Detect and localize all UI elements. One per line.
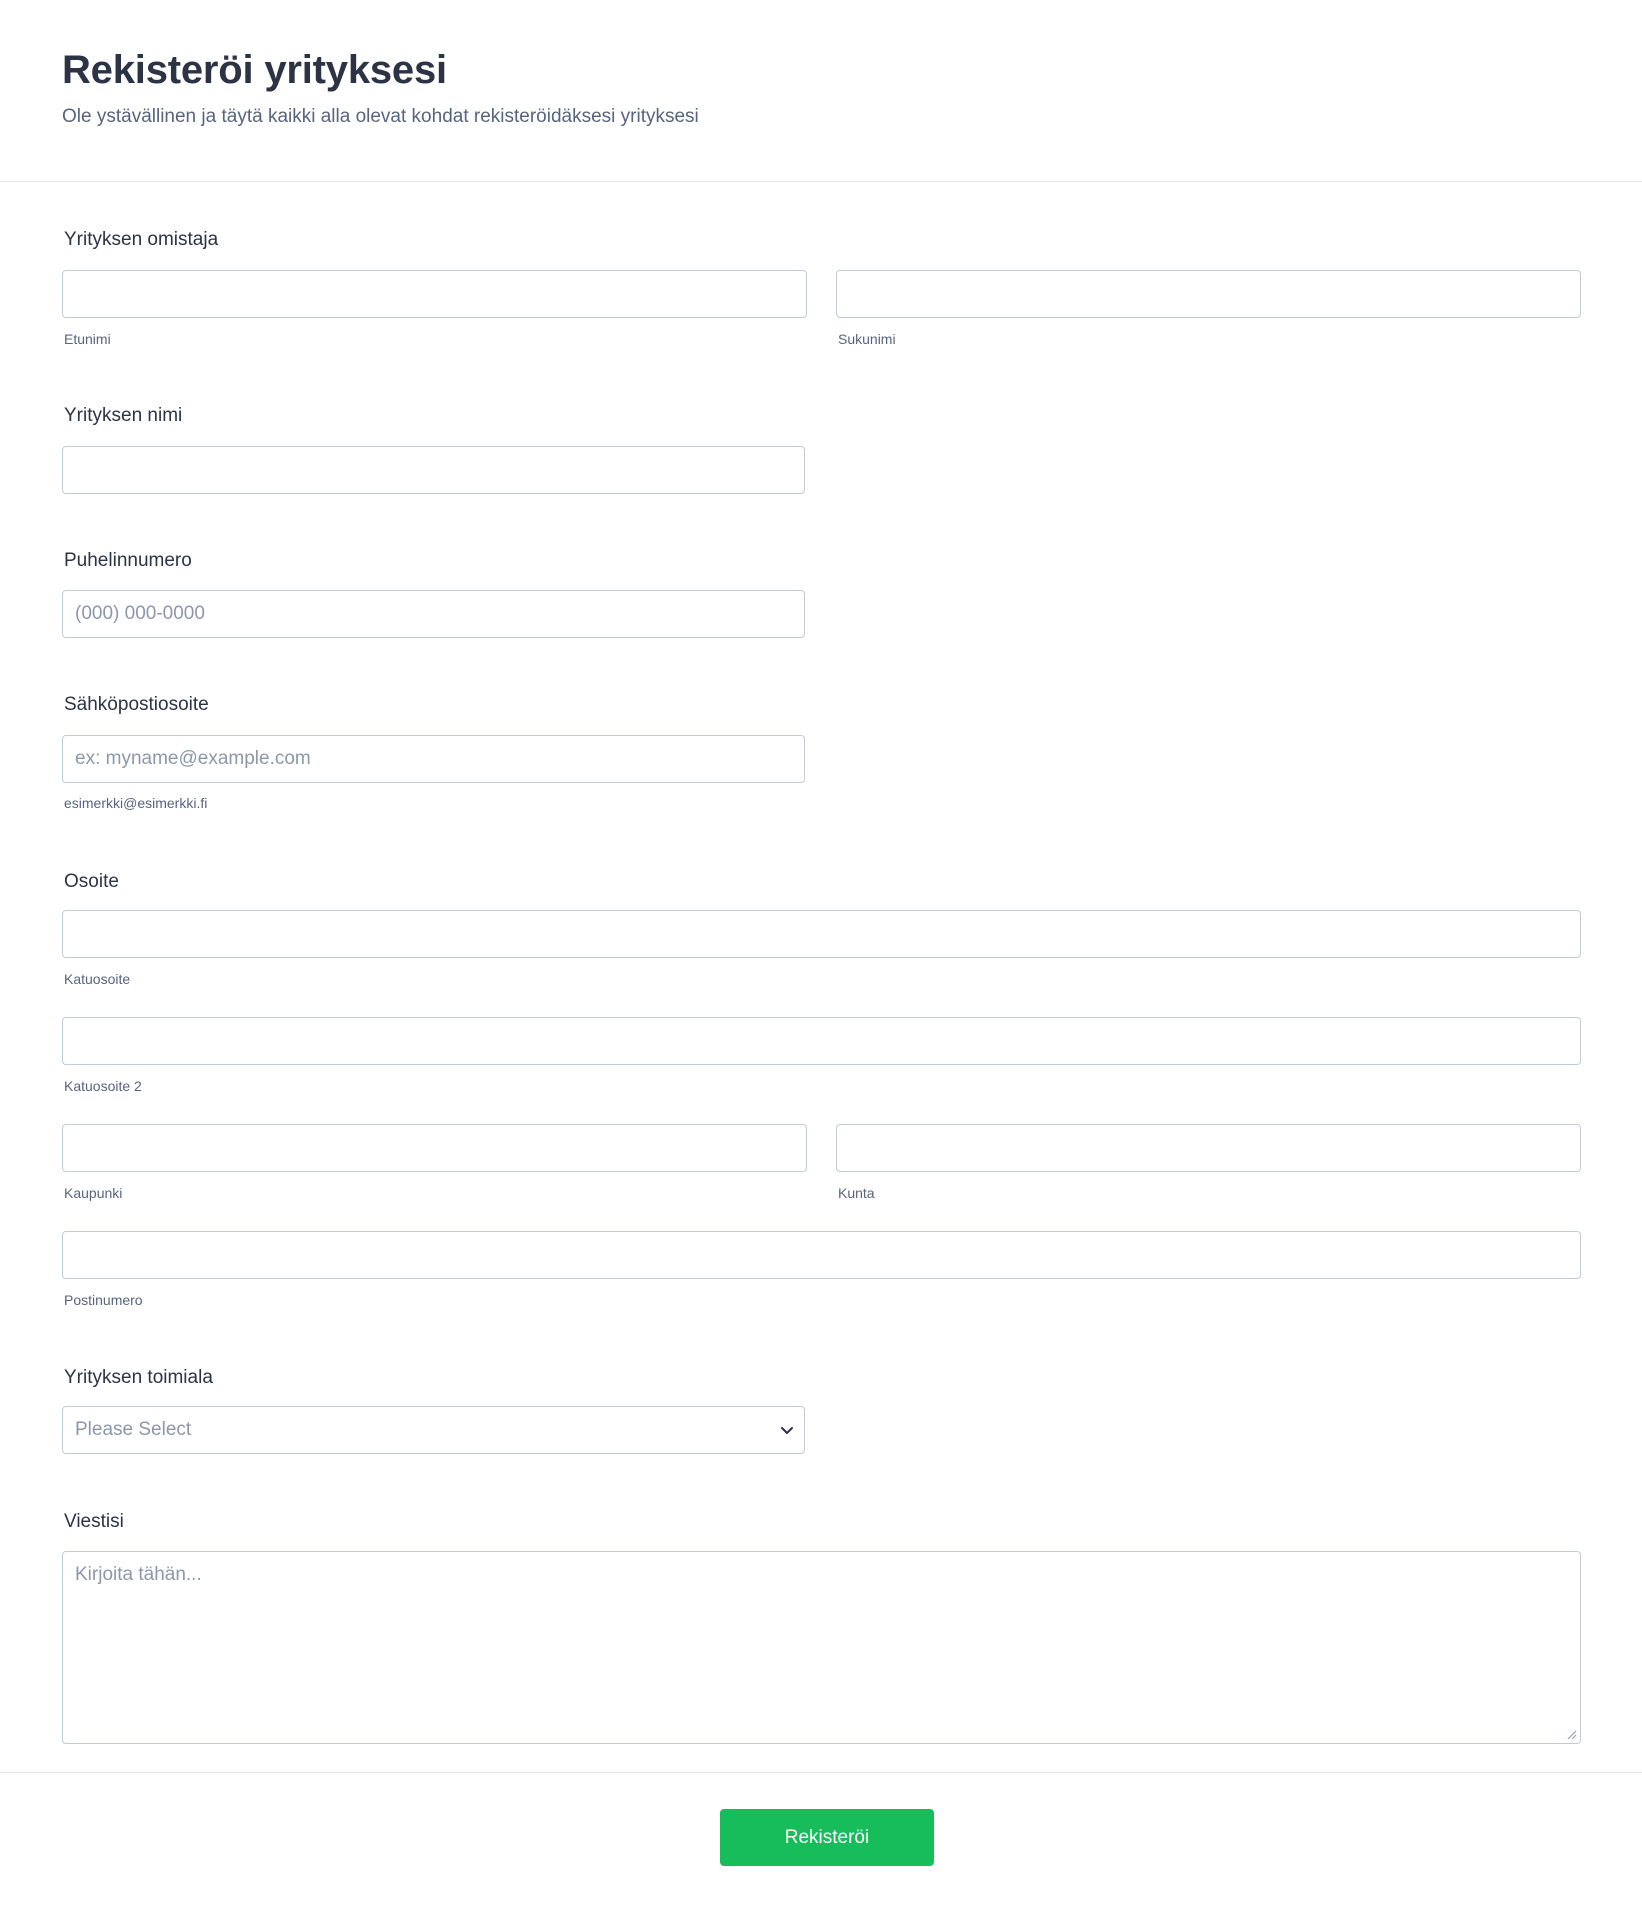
company-name-label: Yrityksen nimi — [64, 405, 183, 426]
owner-label: Yrityksen omistaja — [64, 229, 219, 250]
message-label: Viestisi — [64, 1511, 124, 1532]
postal-code-input[interactable] — [62, 1231, 1581, 1279]
industry-label: Yrityksen toimiala — [64, 1367, 213, 1388]
form-title: Rekisteröi yrityksesi — [62, 48, 447, 92]
municipality-input[interactable] — [836, 1124, 1581, 1172]
phone-label: Puhelinnumero — [64, 550, 192, 571]
first-name-sublabel: Etunimi — [64, 331, 111, 347]
industry-select[interactable] — [62, 1406, 805, 1454]
first-name-input[interactable] — [62, 270, 807, 318]
company-name-input[interactable] — [62, 446, 805, 494]
footer-divider — [0, 1772, 1642, 1773]
last-name-input[interactable] — [836, 270, 1581, 318]
street2-input[interactable] — [62, 1017, 1581, 1065]
email-sublabel: esimerkki@esimerkki.fi — [64, 795, 208, 811]
chevron-down-icon — [778, 1421, 796, 1439]
resize-grip-icon[interactable] — [1565, 1728, 1577, 1740]
email-label: Sähköpostiosoite — [64, 694, 209, 715]
form-header — [0, 0, 1642, 182]
street-input[interactable] — [62, 910, 1581, 958]
email-input[interactable] — [62, 735, 805, 783]
industry-select-value: Please Select — [75, 1419, 192, 1440]
street-sublabel: Katuosoite — [64, 971, 131, 987]
message-textarea[interactable] — [62, 1551, 1581, 1744]
city-sublabel: Kaupunki — [64, 1185, 123, 1201]
submit-button[interactable]: Rekisteröi — [720, 1809, 934, 1866]
phone-input[interactable] — [62, 590, 805, 638]
city-input[interactable] — [62, 1124, 807, 1172]
address-label: Osoite — [64, 871, 119, 892]
form-subtitle: Ole ystävällinen ja täytä kaikki alla olevat kohdat rekisteröidäksesi yrityksesi — [62, 106, 699, 127]
last-name-sublabel: Sukunimi — [838, 331, 896, 347]
municipality-sublabel: Kunta — [838, 1185, 875, 1201]
postal-code-sublabel: Postinumero — [64, 1292, 143, 1308]
street2-sublabel: Katuosoite 2 — [64, 1078, 142, 1094]
